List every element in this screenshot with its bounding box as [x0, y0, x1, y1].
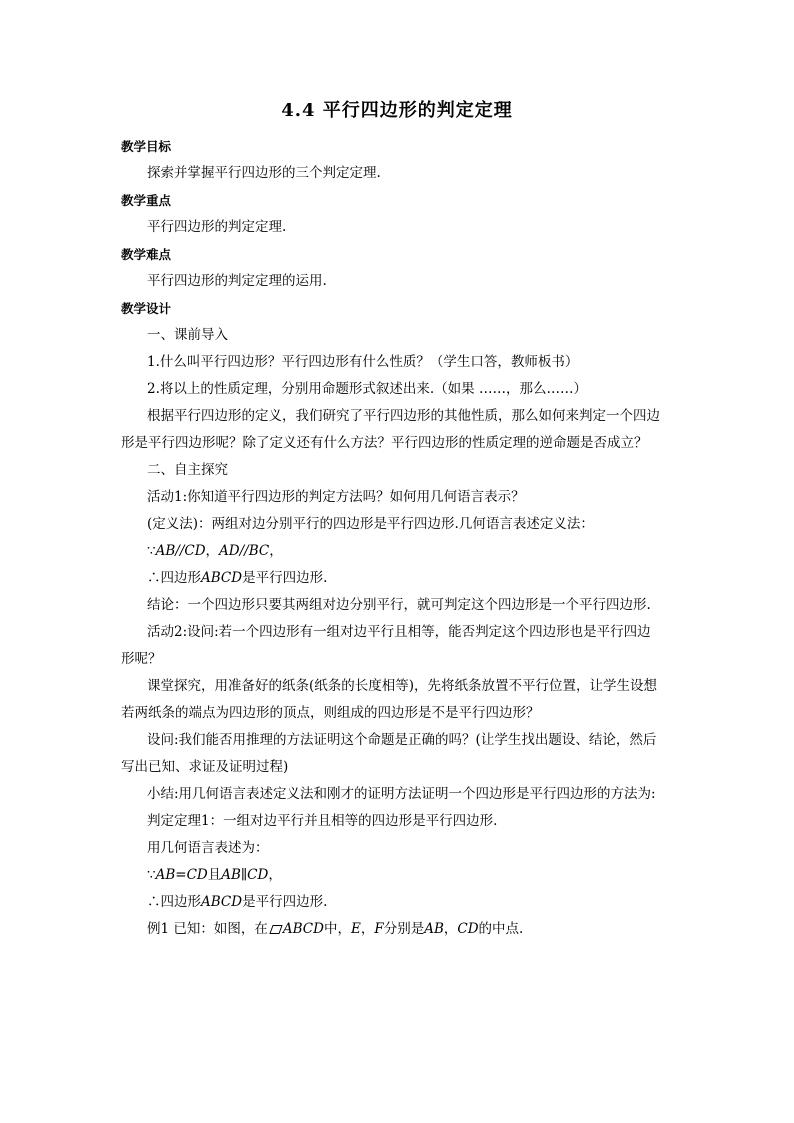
explore-heading: 二、自主探究 — [147, 462, 228, 478]
given-statement-2 — [147, 865, 282, 885]
because-symbol: ∵ — [147, 867, 156, 883]
conclusion-statement-2 — [147, 892, 327, 912]
equals-symbol: = — [175, 867, 187, 883]
class-explore-line-1: 课堂探究，用准备好的纸条(纸条的长度相等)，先将纸条放置不平行位置，让学生设想 — [147, 678, 658, 694]
point-e: E — [350, 921, 361, 937]
proof-question-line-1: 设问:我们能否用推理的方法证明这个命题是正确的吗？(让学生找出题设、结论，然后 — [147, 732, 657, 748]
intro-question-1: 1.什么叫平行四边形？平行四边形有什么性质？（学生口答，教师板书） — [147, 354, 579, 370]
difficulty-heading: 教学难点 — [121, 247, 172, 262]
because-symbol: ∵ — [147, 543, 156, 559]
conclusion-statement-1 — [147, 568, 327, 588]
segment-cd: CD — [247, 867, 269, 883]
intro-question-2: 2.将以上的性质定理，分别用命题形式叙述出来.（如果 ……，那么……） — [147, 381, 587, 397]
quad-abcd: ABCD — [201, 570, 243, 586]
intro-paragraph-line-1: 根据平行四边形的定义，我们研究了平行四边形的其他性质，那么如何来判定一个四边 — [147, 408, 660, 424]
example-mid: 中， — [323, 921, 351, 937]
therefore-suffix: 是平行四边形. — [242, 894, 328, 910]
definition-method: (定义法)：两组对边分别平行的四边形是平行四边形.几何语言表述定义法： — [147, 516, 594, 532]
summary-text: 小结:用几何语言表述定义法和刚才的证明方法证明一个四边形是平行四边形的方法为: — [147, 786, 656, 802]
theorem-1: 判定定理1：一组对边平行并且相等的四边形是平行四边形. — [147, 813, 498, 829]
therefore-prefix: ∴四边形 — [147, 894, 201, 910]
design-heading: 教学设计 — [121, 301, 172, 316]
separator: ， — [205, 543, 220, 559]
example-end: 的中点. — [478, 921, 524, 937]
therefore-suffix: 是平行四边形. — [242, 570, 328, 586]
parallel-symbol: // — [175, 543, 185, 559]
separator: ， — [360, 921, 375, 937]
separator: ， — [268, 867, 282, 883]
segment-cd: CD — [186, 867, 208, 883]
difficulty-text: 平行四边形的判定定理的运用. — [147, 273, 327, 289]
key-heading: 教学重点 — [121, 193, 172, 208]
example-mid-2: 分别是 — [383, 921, 425, 937]
parallelogram-icon — [269, 925, 282, 934]
segment-bc: BC — [248, 543, 270, 559]
point-f: F — [374, 921, 384, 937]
activity-1: 活动1:你知道平行四边形的判定方法吗？如何用几何语言表示？ — [147, 489, 525, 505]
document-title: 4.4 平行四边形的判定定理 — [281, 100, 513, 121]
goal-text: 探索并掌握平行四边形的三个判定定理. — [147, 165, 381, 181]
segment-ab: AB — [155, 543, 176, 559]
separator: ， — [269, 543, 283, 559]
therefore-prefix: ∴四边形 — [147, 570, 201, 586]
segment-ab: AB — [424, 921, 444, 937]
parallel-symbol: // — [239, 543, 249, 559]
quad-abcd: ABCD — [201, 894, 243, 910]
example-1 — [147, 919, 523, 939]
segment-cd: CD — [184, 543, 206, 559]
key-text: 平行四边形的判定定理. — [147, 219, 287, 235]
conclusion-text: 结论：一个四边形只要其两组对边分别平行，就可判定这个四边形是一个平行四边形. — [147, 597, 651, 613]
separator: ， — [443, 921, 458, 937]
parallel-symbol: ∥ — [240, 867, 248, 883]
example-label: 例1 已知：如图，在 — [147, 921, 268, 937]
and-text: 且 — [207, 867, 222, 883]
goal-heading: 教学目标 — [121, 139, 172, 154]
geometry-language-label: 用几何语言表述为： — [147, 840, 269, 856]
segment-ab: AB — [155, 867, 176, 883]
class-explore-line-2: 若两纸条的端点为四边形的顶点，则组成的四边形是不是平行四边形？ — [121, 705, 540, 721]
intro-paragraph-line-2: 形是平行四边形呢？除了定义还有什么方法？平行四边形的性质定理的逆命题是否成立？ — [121, 435, 648, 451]
segment-ad: AD — [219, 543, 240, 559]
quad-abcd: ABCD — [282, 921, 324, 937]
segment-ab: AB — [221, 867, 241, 883]
activity-2-line-2: 形呢？ — [121, 651, 162, 667]
proof-question-line-2: 写出已知、求证及证明过程) — [121, 759, 289, 775]
segment-cd: CD — [457, 921, 479, 937]
intro-heading: 一、课前导入 — [147, 327, 228, 343]
given-statement-1 — [147, 541, 283, 561]
activity-2-line-1: 活动2:设问:若一个四边形有一组对边平行且相等，能否判定这个四边形也是平行四边 — [147, 624, 651, 640]
